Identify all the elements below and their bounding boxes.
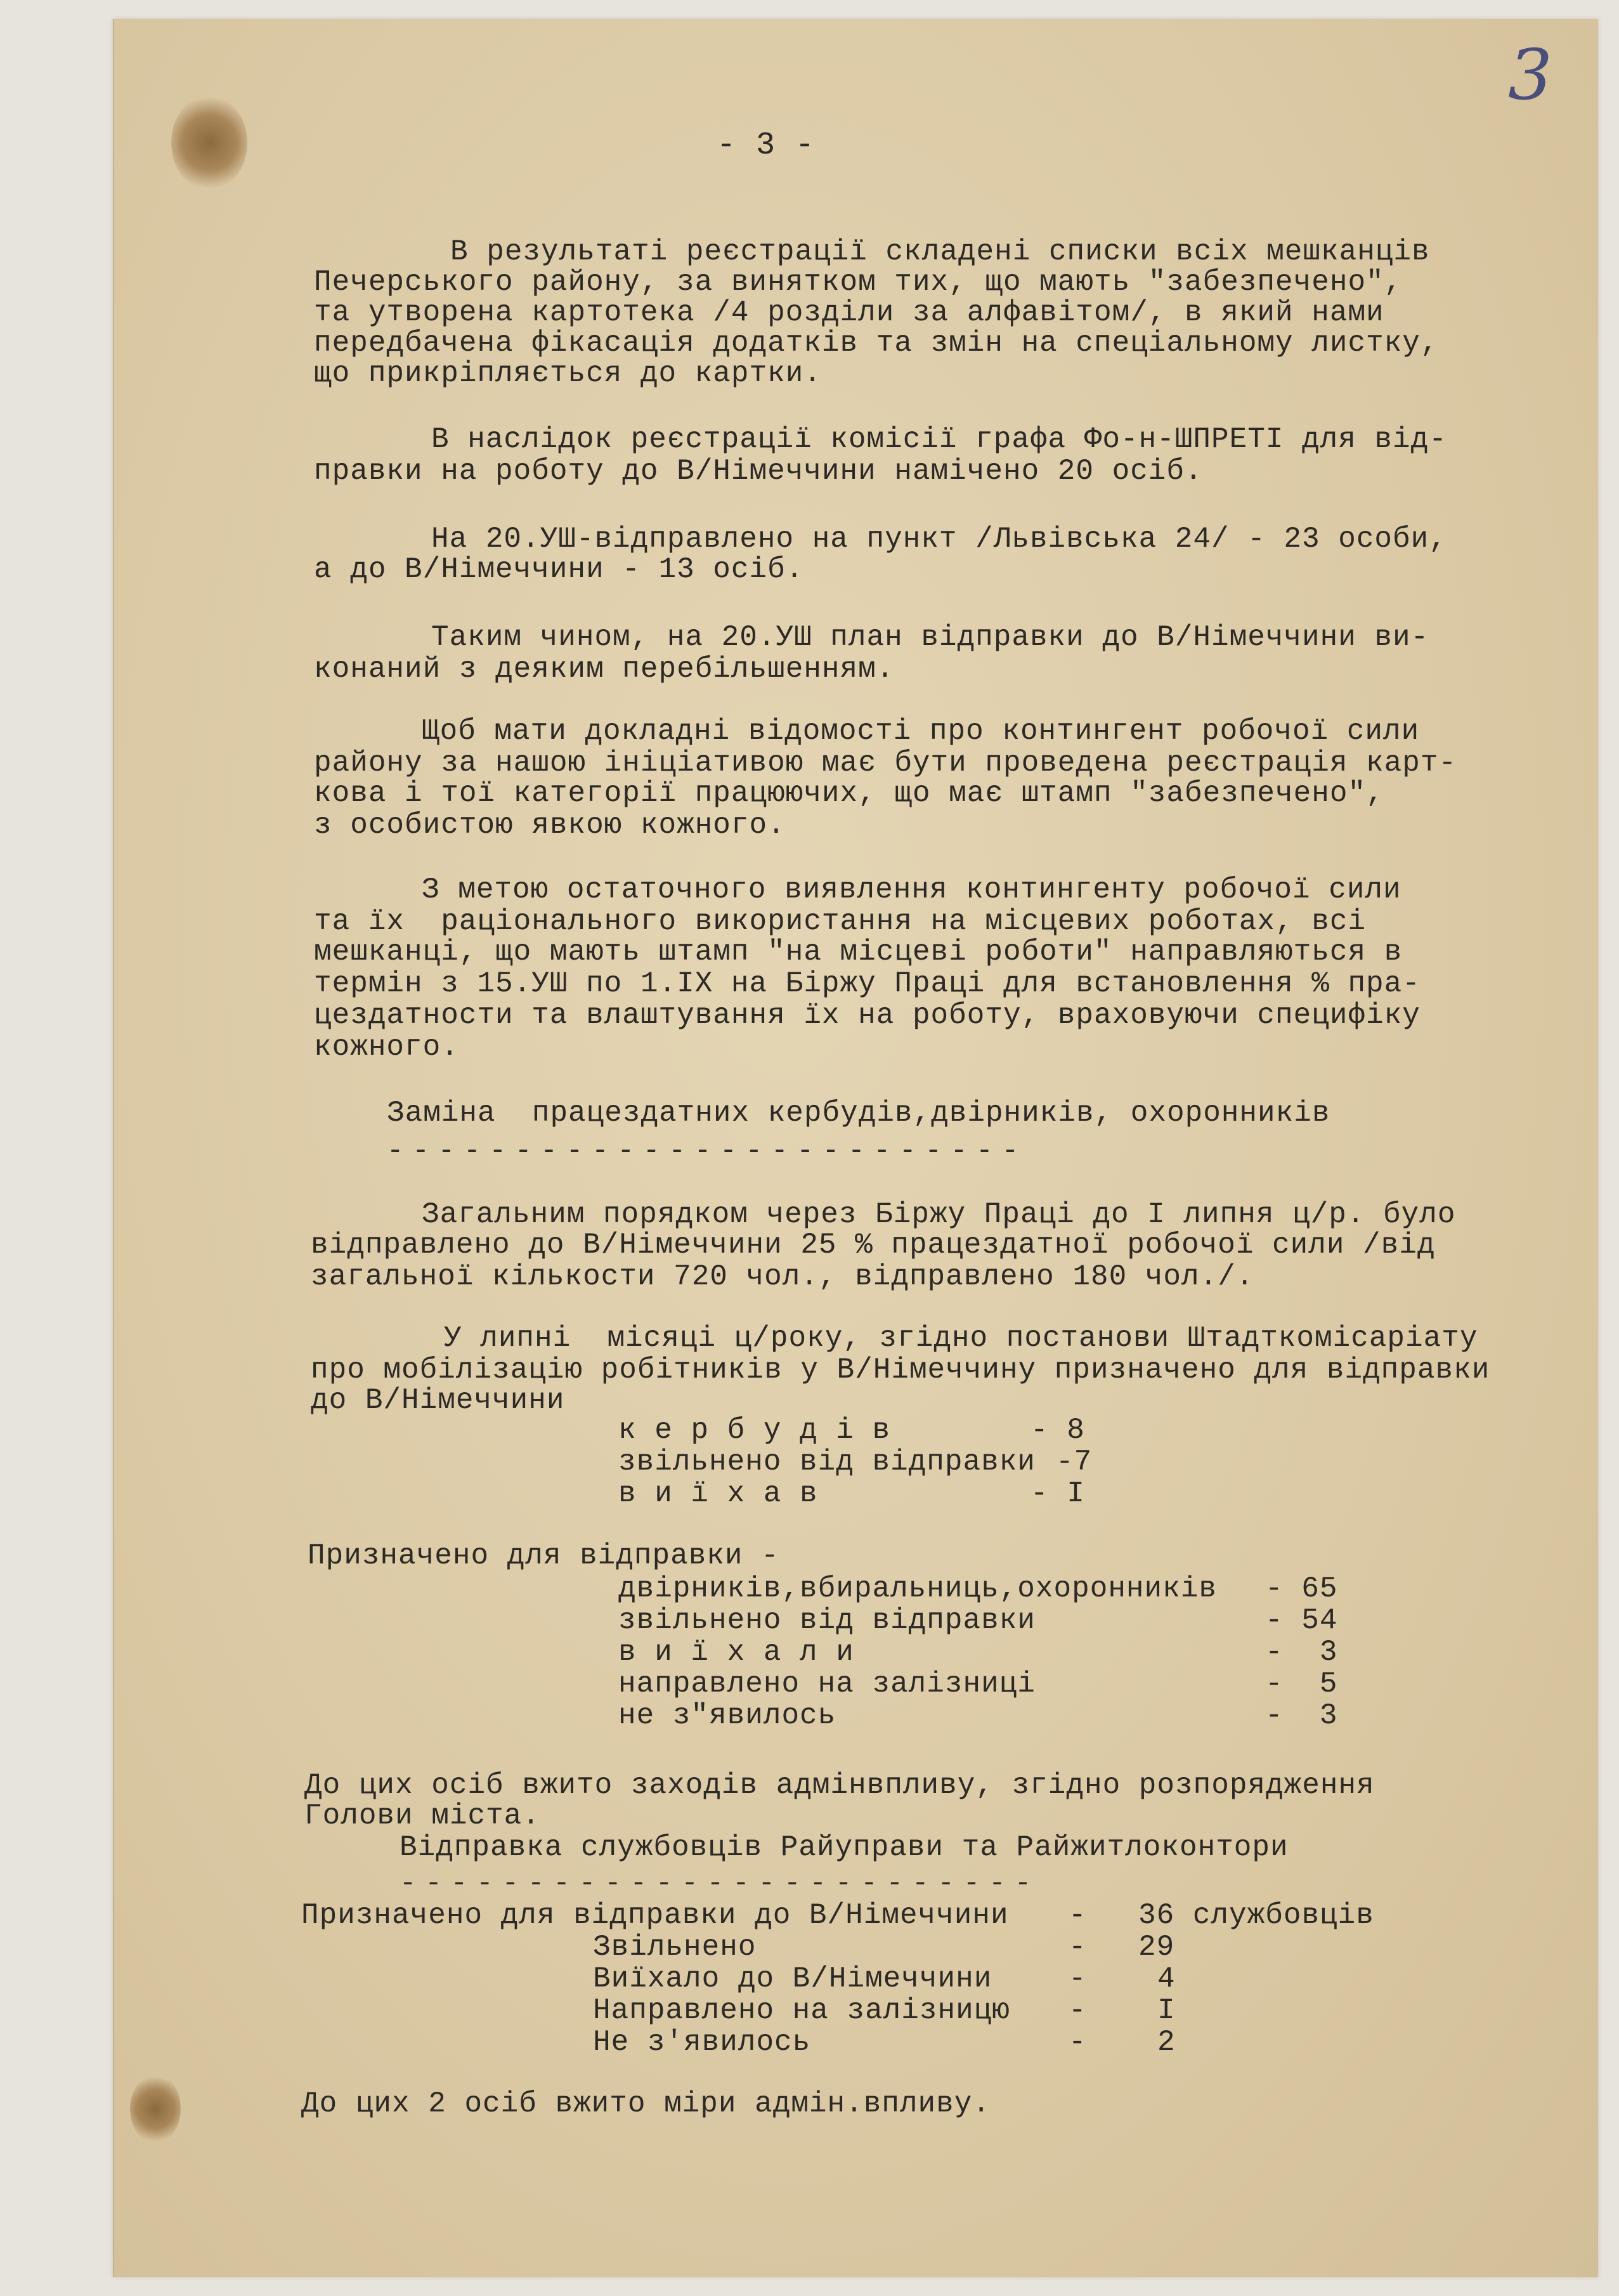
- list3-label-1: Призначено для відправки до В/Німеччини: [301, 1899, 1009, 1932]
- list2-value-3: - 3: [1265, 1636, 1338, 1669]
- para1-line5: що прикріпляється до картки.: [314, 357, 822, 390]
- list2-value-2: - 54: [1265, 1604, 1338, 1637]
- list1-value-1: - 8: [1031, 1414, 1085, 1447]
- para4-line2: конаний з деяким перебільшенням.: [314, 653, 895, 686]
- list3-dash-1: -: [1069, 1899, 1087, 1932]
- para3-line1: На 20.УШ-відправлено на пункт /Львівська 24/ - 23 особи,: [431, 523, 1447, 556]
- heading2-underline: -------------------------: [400, 1868, 1041, 1900]
- para1-line4: передбачена фікасація додатків та змін на спеціальному листку,: [314, 327, 1439, 360]
- list3-dash-5: -: [1069, 2026, 1087, 2059]
- para6-line5: цездатности та влаштування їх на роботу, враховуючи специфіку: [314, 999, 1421, 1032]
- para6-line6: кожного.: [314, 1031, 459, 1064]
- list1-label-3: в и ї х а в: [618, 1477, 818, 1510]
- list2-value-4: - 5: [1265, 1667, 1338, 1700]
- list3-count-3: 4: [1157, 1962, 1176, 1995]
- para4-line1: Таким чином, на 20.УШ план відправки до В/Німеччини ви-: [431, 621, 1429, 654]
- list3-dash-2: -: [1069, 1931, 1087, 1964]
- page-number: - 3 -: [717, 127, 816, 164]
- stain-bottom: [130, 2074, 181, 2144]
- list2-value-1: - 65: [1265, 1572, 1338, 1605]
- list2-label-2: звільнено від відправки: [618, 1604, 1036, 1637]
- para2-line2: правки на роботу до В/Німеччини намічено 20 осіб.: [314, 455, 1203, 488]
- closing-line: До цих 2 осіб вжито міри адмін.впливу.: [301, 2087, 991, 2120]
- para6-line3: мешканці, що мають штамп "на місцеві роботи" направляються в: [314, 936, 1403, 969]
- para9-line1: До цих осіб вжито заходів адмінвпливу, згідно розпорядження: [304, 1769, 1375, 1802]
- para6-line4: термін з 15.УШ по 1.IX на Біржу Праці для встановлення % пра-: [314, 967, 1421, 1000]
- list2-label-1: двірників,вбиральниць,охоронників: [618, 1572, 1217, 1605]
- para7-line2: відправлено до В/Німеччини 25 % працездатної робочої сили /від: [311, 1229, 1436, 1262]
- para2-line1: В наслідок реєстрації комісії графа Фо-н-ШПРЕТІ для від-: [431, 423, 1447, 456]
- para5-line4: з особистою явкою кожного.: [314, 809, 786, 842]
- list3-count-1: 36 службовців: [1138, 1899, 1374, 1932]
- para3-line2: а до В/Німеччини - 13 осіб.: [314, 553, 804, 586]
- heading1-underline: -------------------------: [387, 1135, 1028, 1167]
- list2-value-5: - 3: [1265, 1699, 1338, 1732]
- list3-dash-4: -: [1069, 1994, 1087, 2027]
- list3-count-2: 29: [1138, 1931, 1175, 1964]
- list2-label-3: в и ї х а л и: [618, 1636, 854, 1669]
- section-heading-replacement: Заміна працездатних кербудів,двірників, охоронників: [387, 1097, 1330, 1130]
- list2-label-4: направлено на залізниці: [618, 1667, 1036, 1700]
- list2-label-5: не з"явилось: [618, 1699, 836, 1732]
- para1-line2: Печерського району, за винятком тих, що мають "забезпечено",: [314, 266, 1403, 299]
- list1-value-2: -7: [1056, 1445, 1093, 1478]
- list3-label-2: Звільнено: [593, 1931, 757, 1964]
- stain-top: [171, 95, 247, 190]
- para5-line1: Щоб мати докладні відомості про контингент робочої сили: [422, 715, 1420, 748]
- section-heading-officials: Відправка службовців Райуправи та Райжитлоконтори: [400, 1831, 1289, 1864]
- para8-line1: У липні місяці ц/року, згідно постанови Штадткомісаріату: [444, 1322, 1478, 1355]
- list1-label-1: к е р б у д і в: [618, 1414, 891, 1447]
- para1-line3: та утворена картотека /4 розділи за алфавітом/, в який нами: [314, 296, 1384, 329]
- para6-line2: та їх раціонального використання на місцевих роботах, всі: [314, 905, 1367, 938]
- list1-value-3: - І: [1031, 1477, 1085, 1510]
- list3-dash-3: -: [1069, 1962, 1087, 1995]
- para5-line2: району за нашою ініціативою має бути проведена реєстрація карт-: [314, 747, 1457, 779]
- para7-line1: Загальним порядком через Біржу Праці до І липня ц/р. було: [422, 1198, 1456, 1231]
- para9-line2: Голови міста.: [304, 1799, 540, 1832]
- para1-line1: В результаті реєстрації складені списки всіх мешканців: [450, 235, 1430, 268]
- handwritten-page-number: 3: [1508, 34, 1552, 115]
- list2-intro: Призначено для відправки -: [308, 1539, 779, 1572]
- para5-line3: кова і тої категорії працюючих, що має штамп "забезпечено",: [314, 777, 1384, 810]
- list3-label-3: Виїхало до В/Німеччини: [593, 1962, 992, 1995]
- list3-count-5: 2: [1157, 2026, 1176, 2059]
- para8-line3: до В/Німеччини: [311, 1384, 565, 1417]
- list3-label-4: Направлено на залізницю: [593, 1994, 1010, 2027]
- list3-count-4: І: [1157, 1994, 1176, 2027]
- para8-line2: про мобілізацію робітників у В/Німеччину призначено для відправки: [311, 1353, 1490, 1386]
- list3-label-5: Не з'явилось: [593, 2026, 811, 2059]
- para6-line1: З метою остаточного виявлення контингенту робочої сили: [422, 873, 1401, 906]
- para7-line3: загальної кількости 720 чол., відправлено 180 чол./.: [311, 1260, 1254, 1293]
- list1-label-2: звільнено від відправки: [618, 1445, 1036, 1478]
